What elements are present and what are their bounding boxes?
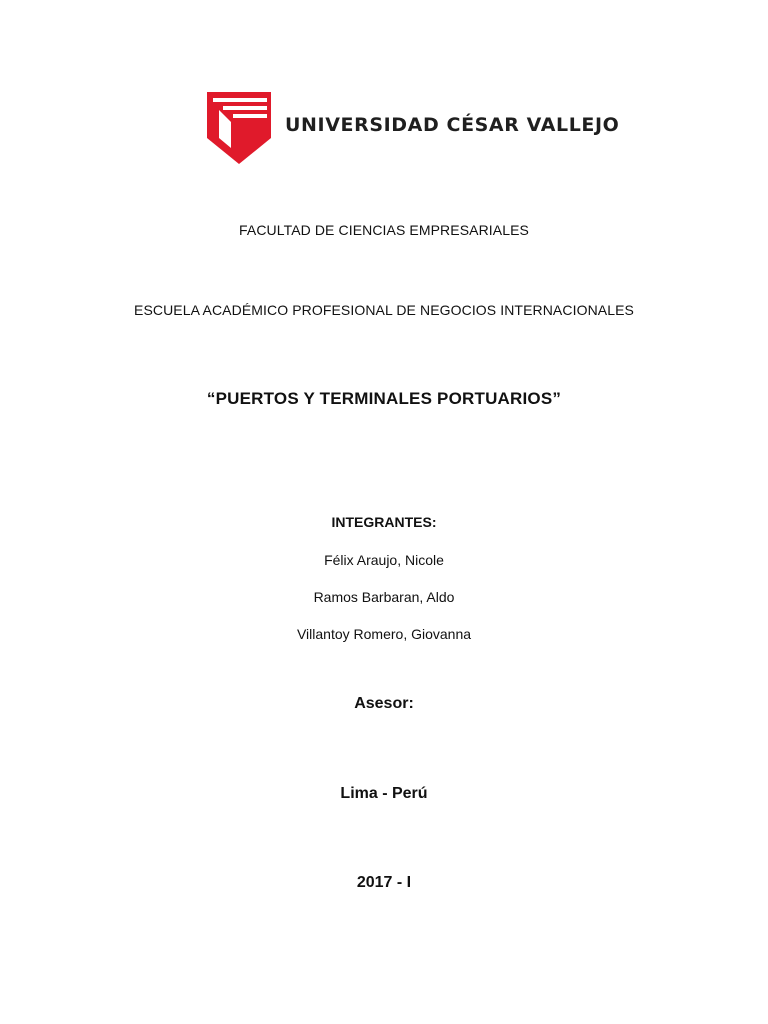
member-name: Ramos Barbaran, Aldo [313,589,455,605]
member-name: Villantoy Romero, Giovanna [296,626,472,642]
advisor-label: Asesor: [354,695,414,712]
ucv-shield-icon [207,92,271,164]
members-heading: INTEGRANTES: [331,514,437,530]
faculty-heading: FACULTAD DE CIENCIAS EMPRESARIALES [239,222,529,238]
member-name: Félix Araujo, Nicole [324,552,444,568]
university-wordmark: UNIVERSIDAD CÉSAR VALLEJO [285,114,620,136]
school-heading: ESCUELA ACADÉMICO PROFESIONAL DE NEGOCIOS INTERNACIONALES [134,302,634,318]
term-label: 2017 - I [356,874,412,891]
university-logo [207,92,620,164]
place-label: Lima - Perú [340,785,428,802]
document-title: “PUERTOS Y TERMINALES PORTUARIOS” [206,389,562,408]
